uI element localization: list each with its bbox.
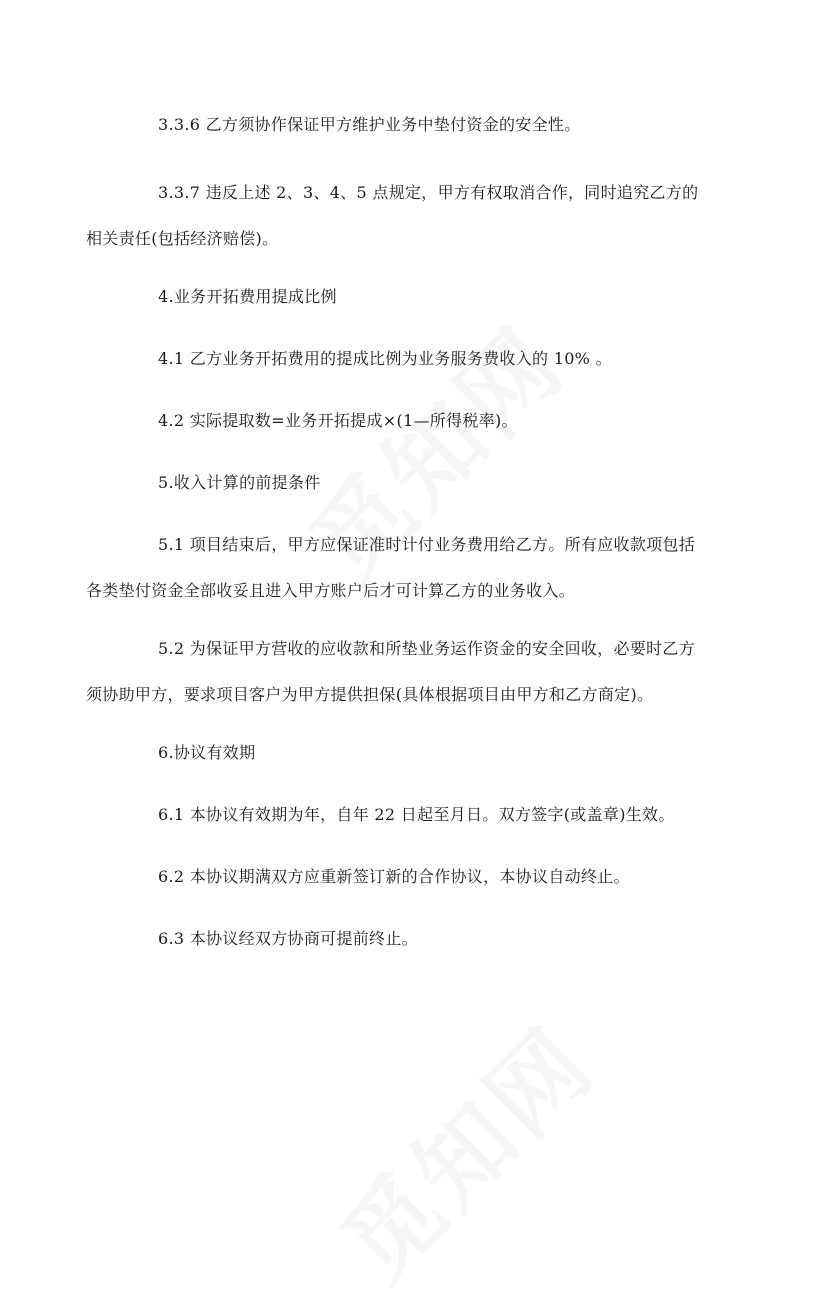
clause-5-1 — [86, 522, 722, 614]
section-6-heading — [122, 730, 722, 776]
paragraph-line: 6.协议有效期 — [158, 743, 256, 762]
paragraph-line: 5.1 项目结束后，甲方应保证准时计付业务费用给乙方。所有应收款项包括 — [158, 535, 696, 554]
paragraph-line: 相关责任(包括经济赔偿)。 — [86, 229, 279, 248]
clause-3-3-6 — [122, 102, 722, 148]
watermark — [306, 992, 619, 1305]
clause-3-3-7 — [86, 170, 722, 262]
paragraph-line: 须协助甲方，要求项目客户为甲方提供担保(具体根据项目由甲方和乙方商定)。 — [86, 685, 654, 704]
paragraph-line: 4.2 实际提取数=业务开拓提成×(1—所得税率)。 — [158, 411, 518, 430]
section-5-heading — [122, 460, 722, 506]
paragraph-line: 4.1 乙方业务开拓费用的提成比例为业务服务费收入的 10% 。 — [158, 349, 612, 368]
clause-6-3 — [122, 916, 722, 962]
clause-4-2 — [122, 398, 722, 444]
section-4-heading — [122, 274, 722, 320]
paragraph-line: 5.2 为保证甲方营收的应收款和所垫业务运作资金的安全回收，必要时乙方 — [158, 639, 696, 658]
paragraph-line: 6.1 本协议有效期为年，自年 22 日起至月日。双方签字(或盖章)生效。 — [158, 805, 675, 824]
paragraph-line: 6.3 本协议经双方协商可提前终止。 — [158, 929, 418, 948]
paragraph-line: 5.收入计算的前提条件 — [158, 473, 321, 492]
clause-4-1 — [122, 336, 722, 382]
paragraph-line: 各类垫付资金全部收妥且进入甲方账户后才可计算乙方的业务收入。 — [86, 581, 576, 600]
paragraph-line: 6.2 本协议期满双方应重新签订新的合作协议，本协议自动终止。 — [158, 867, 630, 886]
paragraph-line: 3.3.7 违反上述 2、3、4、5 点规定，甲方有权取消合作，同时追究乙方的 — [158, 183, 699, 202]
clause-6-2 — [122, 854, 722, 900]
paragraph-line: 4.业务开拓费用提成比例 — [158, 287, 337, 306]
paragraph-line: 3.3.6 乙方须协作保证甲方维护业务中垫付资金的安全性。 — [158, 115, 581, 134]
clause-6-1 — [122, 792, 722, 838]
clause-5-2 — [86, 626, 722, 718]
